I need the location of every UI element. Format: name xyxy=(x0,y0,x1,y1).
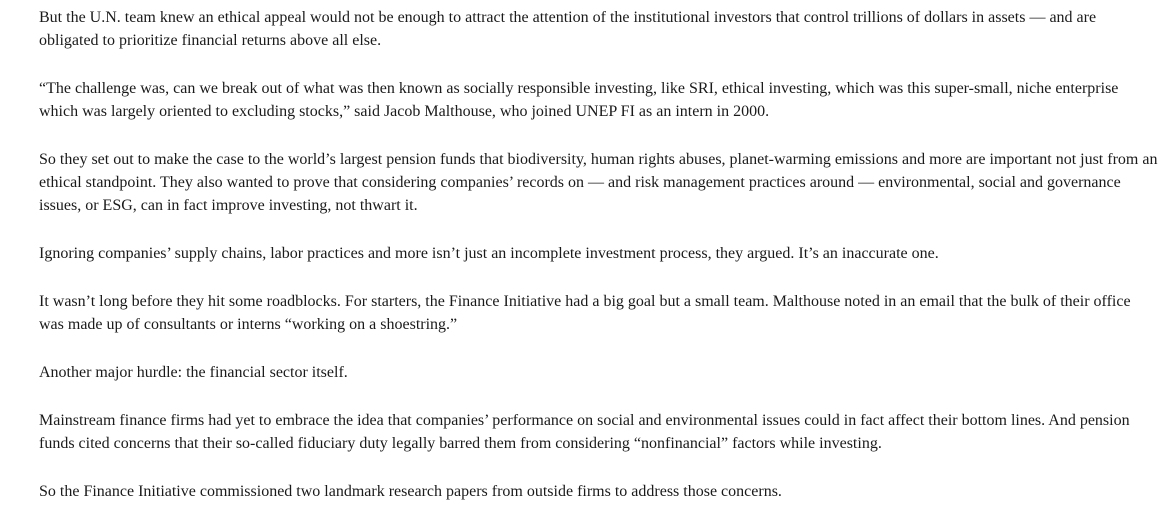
paragraph-7: Mainstream finance firms had yet to embrace the idea that companies’ performance on social and environmental issues could in fact affect their bottom lines. And pension funds cited concerns that their so-called fiduciary duty legally barred them from considering “nonfinancial” factors while investing. xyxy=(39,412,1130,452)
paragraph-4: Ignoring companies’ supply chains, labor practices and more isn’t just an incomplete investment process, they argued. It’s an inaccurate one. xyxy=(39,245,939,262)
paragraph-5: It wasn’t long before they hit some roadblocks. For starters, the Finance Initiative had a big goal but a small team. Malthouse noted in an email that the bulk of their office was made up of consultants or interns “working on a shoestring.” xyxy=(39,293,1131,333)
paragraph-2: “The challenge was, can we break out of what was then known as socially responsible investing, like SRI, ethical investing, which was this super-small, niche enterprise which was largely oriented to excluding stocks,” said Jacob Malthouse, who joined UNEP FI as an intern in 2000. xyxy=(39,80,1119,120)
paragraph-6: Another major hurdle: the financial sector itself. xyxy=(39,364,348,381)
paragraph-8: So the Finance Initiative commissioned two landmark research papers from outside firms to address those concerns. xyxy=(39,483,782,500)
paragraph-3: So they set out to make the case to the world’s largest pension funds that biodiversity, human rights abuses, planet-warming emissions and more are important not just from an ethical standpoint. They also wanted to prove that considering companies’ records on — and risk management practices around — environmental, social and governance issues, or ESG, can in fact improve investing, not thwart it. xyxy=(39,151,1158,214)
paragraph-1: But the U.N. team knew an ethical appeal would not be enough to attract the attention of the institutional investors that control trillions of dollars in assets — and are obligated to prioritize financial returns above all else. xyxy=(39,9,1097,49)
